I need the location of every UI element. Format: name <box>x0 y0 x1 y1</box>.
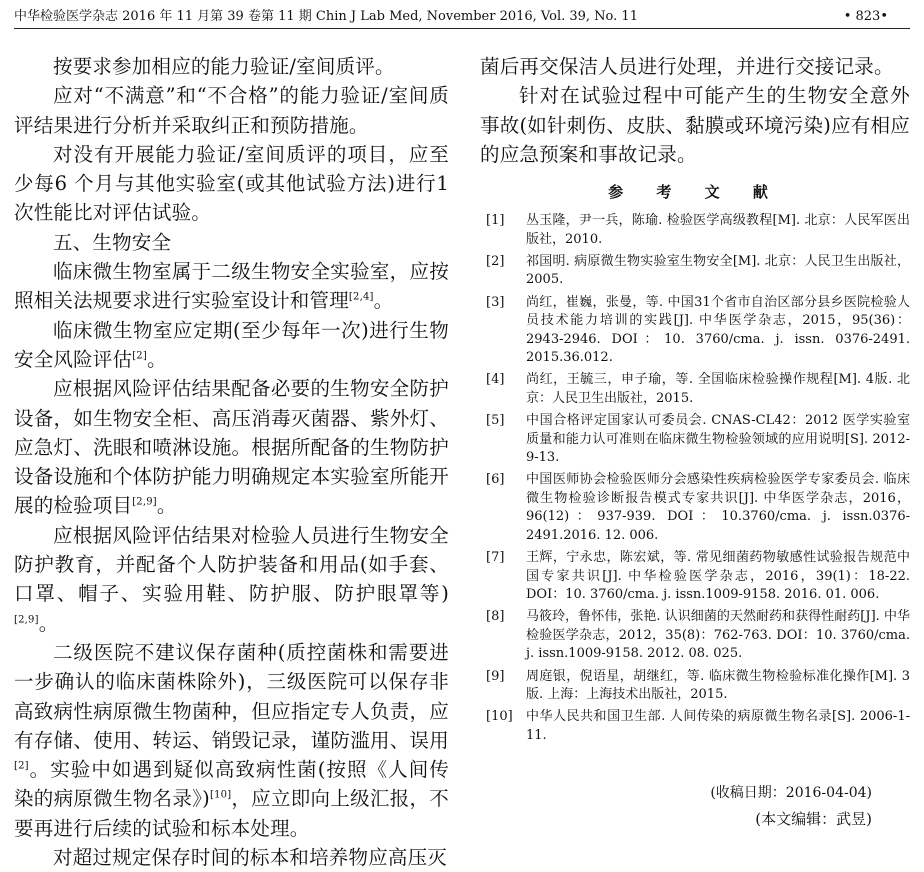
received-date: (收稿日期：2016-04-04) <box>710 785 872 801</box>
reference-item: [9] 周庭银，倪语星，胡继红，等. 临床微生物检验标准化操作[M]. 3版. 上海：上海技术出版社，2015. <box>486 668 910 702</box>
citation: [10] <box>209 789 232 801</box>
page-number: • 823• <box>843 9 888 24</box>
paragraph: 按要求参加相应的能力验证/室间质评。 <box>53 55 395 78</box>
left-column <box>14 52 449 872</box>
editor-credit: (本文编辑：武昱) <box>755 810 872 828</box>
reference-item: [4] 尚红，王毓三，申子瑜，等. 全国临床检验操作规程[M]. 4版. 北京：人民卫生出版社，2015. <box>486 372 910 406</box>
reference-item: [6] 中国医师协会检验医师分会感染性疾病检验医学专家委员会. 临床微生物检验诊断报告模式专家共识[J]. 中华医学杂志，2016，96(12)：937-939. DOI：10.3760/cma. j. issn.0376-2491.2016. 12. 006. <box>486 472 910 543</box>
reference-item: [5] 中国合格评定国家认可委员会. CNAS-CL42：2012 医学实验室质量和能力认可准则在临床微生物检验领域的应用说明[S]. 2012-9-13. <box>486 413 910 466</box>
reference-item: [8] 马筱玲，鲁怀伟，张艳. 认识细菌的天然耐药和获得性耐药[J]. 中华检验医学杂志，2012，35(8)：762-763. DOI：10. 3760/cma. j. issn.1009-9158. 2012. 08. 025. <box>486 609 910 662</box>
paragraph: 菌后再交保洁人员进行处理，并进行交接记录。 <box>480 55 894 78</box>
section-heading: 五、生物安全 <box>53 230 172 254</box>
citation: [2,9] <box>14 614 39 626</box>
running-header <box>14 6 910 29</box>
reference-list <box>480 212 910 745</box>
citation: [2,4] <box>348 291 374 303</box>
paragraph: 二级医院不建议保存菌种(质控菌株和需要进一步确认的临床菌株除外)，三级医院可以保存非高致病性病原微生物菌种，但应指定专人负责，应有存储、使用、转运、销毁记录，谨防滥用、误用[2]。实验中如遇到疑似高致病性菌(按照《人间传染的病原微生物名录》)[10]，应立即向上级汇报，不要再进行后续的试验和标本处理。 <box>14 640 449 840</box>
reference-item: [10] 中华人民共和国卫生部. 人间传染的病原微生物名录[S]. 2006-1-11. <box>486 709 910 743</box>
citation: [2,9] <box>132 496 157 508</box>
citation: [2] <box>132 350 147 362</box>
paragraph: 应根据风险评估结果配备必要的生物安全防护设备，如生物安全柜、高压消毒灭菌器、紫外灯、应急灯、洗眼和喷淋设施。根据所配备的生物防护设备设施和个体防护能力明确规定本实验室所能开展的检验项目[2,9]。 <box>14 377 449 518</box>
paragraph: 应根据风险评估结果对检验人员进行生物安全防护教育，并配备个人防护装备和用品(如手套、口罩、帽子、实验用鞋、防护服、防护眼罩等)[2,9]。 <box>14 523 449 635</box>
reference-item: [3] 尚红，崔巍，张曼，等. 中国31个省市自治区部分县乡医院检验人员技术能力培训的实践[J]. 中华医学杂志，2015，95(36)：2943-2946. DOI：10. 3760/cma. j. issn. 0376-2491. 2015.36.012. <box>486 294 910 366</box>
references-title: 参 考 文 献 <box>608 183 782 202</box>
paragraph: 临床微生物室属于二级生物安全实验室，应按照相关法规要求进行实验室设计和管理[2,4]。 <box>14 260 449 313</box>
paragraph: 对没有开展能力验证/室间质评的项目，应至少每6 个月与其他实验室(或其他试验方法)进行1 次性能比对评估试验。 <box>14 142 449 225</box>
citation: [2] <box>14 760 29 772</box>
paragraph: 对超过规定保存时间的标本和培养物应高压灭 <box>53 846 448 870</box>
journal-citation: 中华检验医学杂志 2016 年 11 月第 39 卷第 11 期 Chin J Lab Med, November 2016, Vol. 39, No. 11 <box>14 9 638 24</box>
paragraph: 应对“不满意”和“不合格”的能力验证/室间质评结果进行分析并采取纠正和预防措施。 <box>14 84 449 137</box>
paragraph: 针对在试验过程中可能产生的生物安全意外事故(如针刺伤、皮肤、黏膜或环境污染)应有相应的应急预案和事故记录。 <box>480 84 910 166</box>
paragraph: 临床微生物室应定期(至少每年一次)进行生物安全风险评估[2]。 <box>14 318 449 371</box>
right-column <box>480 52 910 749</box>
reference-item: [1] 丛玉隆，尹一兵，陈瑜. 检验医学高级教程[M]. 北京：人民军医出版社，2010. <box>486 213 910 247</box>
reference-item: [7] 王辉，宁永忠，陈宏斌，等. 常见细菌药物敏感性试验报告规范中国专家共识[J]. 中华检验医学杂志，2016，39(1)：18-22. DOI：10. 3760/cma. j. issn.1009-9158. 2016. 01. 006. <box>486 550 910 602</box>
reference-item: [2] 祁国明. 病原微生物实验室生物安全[M]. 北京：人民卫生出版社，2005. <box>486 254 910 288</box>
